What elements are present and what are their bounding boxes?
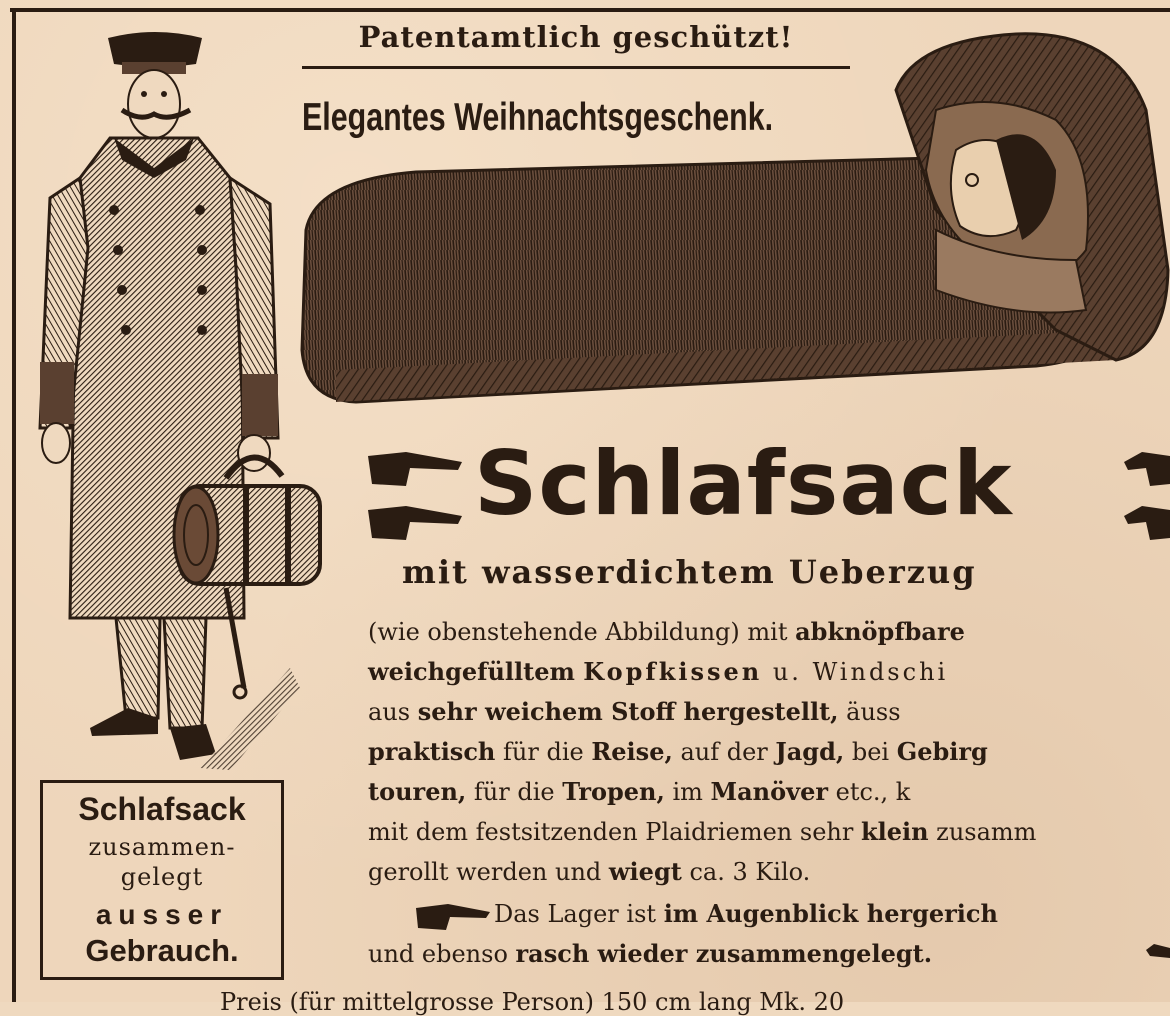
frame-border-left: [12, 8, 16, 1002]
description-line: gerollt werden und wiegt ca. 3 Kilo.: [368, 857, 811, 886]
patent-notice: Patentamtlich geschützt!: [358, 20, 794, 54]
caption-line: zusammen-: [88, 833, 236, 861]
tagline-christmas-gift: Elegantes Weihnachtsgeschenk.: [302, 96, 774, 139]
product-title: Schlafsack: [474, 432, 1013, 535]
product-subtitle: mit wasserdichtem Ueberzug: [402, 553, 977, 591]
caption-box: [40, 780, 284, 980]
description-line: und ebenso rasch wieder zusammengelegt.: [368, 939, 933, 968]
pointing-hand-icon: [366, 448, 466, 544]
pointing-hand-icon: [1144, 942, 1170, 966]
price-line: Preis (für mittelgrosse Person) 150 cm lang Mk. 20: [220, 988, 845, 1016]
description-line: praktisch für die Reise, auf der Jagd, bei Gebirg: [368, 737, 988, 766]
description-line: weichgefülltem Kopfkissen u. Windschi: [368, 657, 949, 686]
frame-border-top: [10, 8, 1170, 12]
pointing-hand-icon: [414, 902, 492, 932]
caption-line: ausser: [95, 899, 229, 930]
caption-title: Schlafsack: [78, 791, 246, 827]
description-line: touren, für die Tropen, im Manöver etc., k: [368, 777, 911, 806]
pointing-hand-icon: [1122, 448, 1170, 544]
description-line: mit dem festsitzenden Plaidriemen sehr klein zusamm: [368, 817, 1037, 846]
man-in-overcoat-illustration: [30, 28, 330, 778]
caption-line: gelegt: [120, 863, 204, 891]
description-line: aus sehr weichem Stoff hergestellt, äuss: [368, 697, 901, 726]
description-line: Das Lager ist im Augenblick hergerich: [494, 899, 998, 928]
caption-line: Gebrauch.: [85, 933, 239, 968]
description-line: (wie obenstehende Abbildung) mit abknöpfbare: [368, 617, 965, 646]
sleeping-bag-illustration: [296, 30, 1170, 410]
